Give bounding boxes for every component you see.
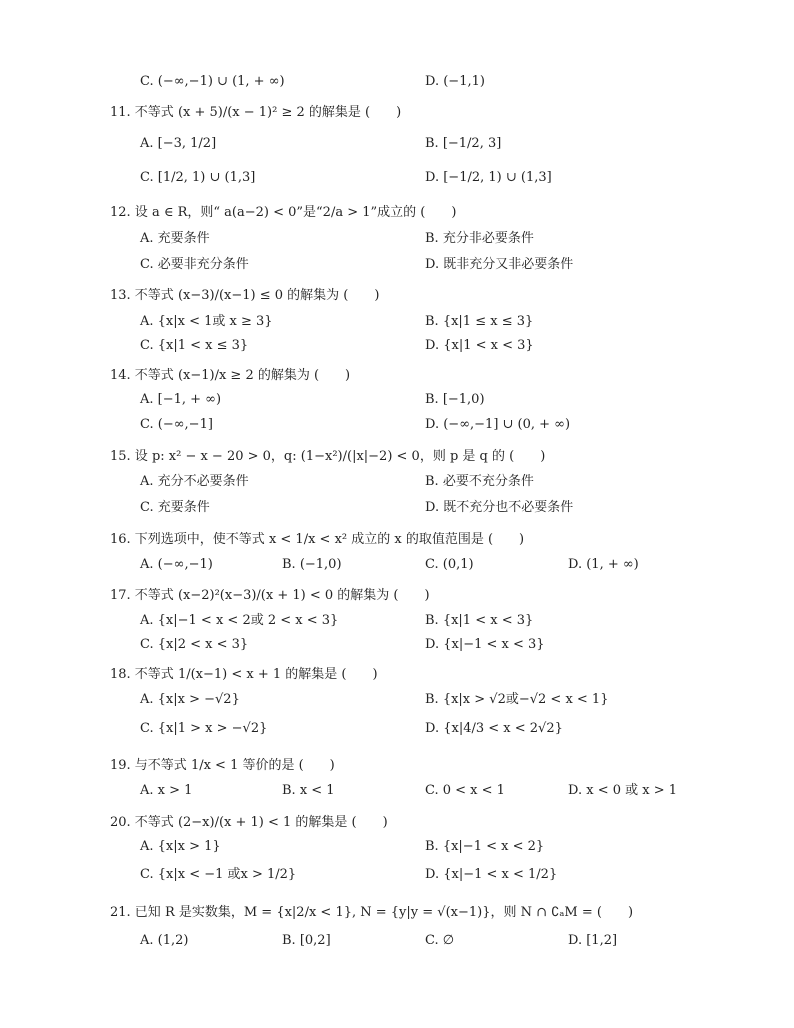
q21-stem: 21. 已知 R 是实数集，M = {x|2/x < 1}, N = {y|y = √(x−1)}，则 N ∩ ∁ₐM = ( ) bbox=[110, 905, 634, 920]
q17-stem: 17. 不等式 (x−2)²(x−3)/(x + 1) < 0 的解集为 ( ) bbox=[110, 588, 430, 603]
q17-option-d: D. {x|−1 < x < 3} bbox=[425, 637, 545, 652]
q20-option-c: C. {x|x < −1 或x > 1/2} bbox=[140, 867, 297, 882]
q21-option-d: D. [1,2] bbox=[568, 933, 618, 948]
q13-option-d: D. {x|1 < x < 3} bbox=[425, 338, 534, 353]
q19-option-b: B. x < 1 bbox=[282, 783, 335, 798]
q18-option-b: B. {x|x > √2或−√2 < x < 1} bbox=[425, 692, 609, 707]
q11-option-a: A. [−3, 1/2] bbox=[140, 136, 217, 151]
q10-option-d: D. (−1,1) bbox=[425, 74, 485, 89]
q20-option-d: D. {x|−1 < x < 1/2} bbox=[425, 867, 558, 882]
q12-option-a: A. 充要条件 bbox=[140, 231, 210, 246]
q16-option-c: C. (0,1) bbox=[425, 557, 474, 572]
q17-option-a: A. {x|−1 < x < 2或 2 < x < 3} bbox=[140, 613, 339, 628]
q14-stem: 14. 不等式 (x−1)/x ≥ 2 的解集为 ( ) bbox=[110, 368, 351, 383]
q12-stem: 12. 设 a ∈ R，则“ a(a−2) < 0”是“2/a > 1”成立的 ( ) bbox=[110, 205, 457, 220]
q15-option-a: A. 充分不必要条件 bbox=[140, 474, 249, 489]
q11-option-b: B. [−1/2, 3] bbox=[425, 136, 502, 151]
q19-stem: 19. 与不等式 1/x < 1 等价的是 ( ) bbox=[110, 758, 335, 773]
q16-option-a: A. (−∞,−1) bbox=[140, 557, 213, 572]
q12-option-b: B. 充分非必要条件 bbox=[425, 231, 534, 246]
q13-option-b: B. {x|1 ≤ x ≤ 3} bbox=[425, 314, 534, 329]
q18-option-d: D. {x|4/3 < x < 2√2} bbox=[425, 721, 563, 736]
q15-option-d: D. 既不充分也不必要条件 bbox=[425, 500, 574, 515]
q21-option-b: B. [0,2] bbox=[282, 933, 331, 948]
q14-option-c: C. (−∞,−1] bbox=[140, 417, 213, 432]
q19-option-a: A. x > 1 bbox=[140, 783, 193, 798]
q18-stem: 18. 不等式 1/(x−1) < x + 1 的解集是 ( ) bbox=[110, 667, 378, 682]
q13-stem: 13. 不等式 (x−3)/(x−1) ≤ 0 的解集为 ( ) bbox=[110, 288, 380, 303]
q16-option-b: B. (−1,0) bbox=[282, 557, 342, 572]
q14-option-d: D. (−∞,−1] ∪ (0, + ∞) bbox=[425, 417, 571, 432]
q20-option-b: B. {x|−1 < x < 2} bbox=[425, 839, 545, 854]
q21-option-a: A. (1,2) bbox=[140, 933, 189, 948]
q19-option-d: D. x < 0 或 x > 1 bbox=[568, 783, 678, 798]
q15-option-c: C. 充要条件 bbox=[140, 500, 210, 515]
q20-option-a: A. {x|x > 1} bbox=[140, 839, 221, 854]
q16-stem: 16. 下列选项中，使不等式 x < 1/x < x² 成立的 x 的取值范围是 ( ) bbox=[110, 532, 525, 547]
q12-option-c: C. 必要非充分条件 bbox=[140, 257, 249, 272]
q10-option-c: C. (−∞,−1) ∪ (1, + ∞) bbox=[140, 74, 285, 89]
q17-option-b: B. {x|1 < x < 3} bbox=[425, 613, 534, 628]
q17-option-c: C. {x|2 < x < 3} bbox=[140, 637, 249, 652]
q21-option-c: C. ∅ bbox=[425, 933, 455, 948]
q11-stem: 11. 不等式 (x + 5)/(x − 1)² ≥ 2 的解集是 ( ) bbox=[110, 105, 402, 120]
q11-option-c: C. [1/2, 1) ∪ (1,3] bbox=[140, 170, 256, 185]
q13-option-a: A. {x|x < 1或 x ≥ 3} bbox=[140, 314, 273, 329]
q15-option-b: B. 必要不充分条件 bbox=[425, 474, 534, 489]
q11-option-d: D. [−1/2, 1) ∪ (1,3] bbox=[425, 170, 552, 185]
q12-option-d: D. 既非充分又非必要条件 bbox=[425, 257, 574, 272]
q13-option-c: C. {x|1 < x ≤ 3} bbox=[140, 338, 249, 353]
q16-option-d: D. (1, + ∞) bbox=[568, 557, 639, 572]
q18-option-c: C. {x|1 > x > −√2} bbox=[140, 721, 268, 736]
q14-option-a: A. [−1, + ∞) bbox=[140, 392, 222, 407]
q15-stem: 15. 设 p: x² − x − 20 > 0，q: (1−x²)/(|x|−2) < 0，则 p 是 q 的 ( ) bbox=[110, 449, 546, 464]
q14-option-b: B. [−1,0) bbox=[425, 392, 485, 407]
q18-option-a: A. {x|x > −√2} bbox=[140, 692, 240, 707]
q20-stem: 20. 不等式 (2−x)/(x + 1) < 1 的解集是 ( ) bbox=[110, 815, 388, 830]
q19-option-c: C. 0 < x < 1 bbox=[425, 783, 505, 798]
